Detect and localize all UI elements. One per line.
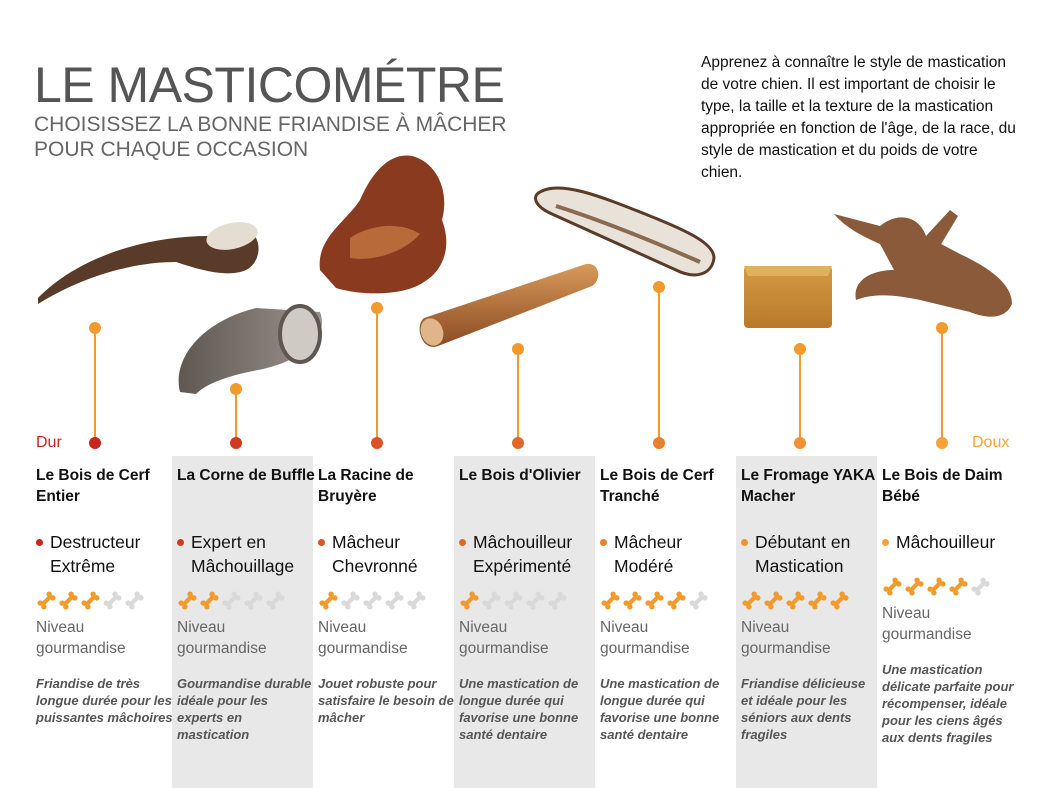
chewer-type-label: Mâcheur Modéré: [614, 532, 683, 576]
product-name: Le Bois de Daim Bébé: [882, 467, 1003, 505]
bone-empty-icon: [384, 590, 405, 611]
bone-empty-icon: [265, 590, 286, 611]
chewer-type-dot: [600, 539, 607, 546]
bone-empty-icon: [340, 590, 361, 611]
product-name: Le Bois d'Olivier: [459, 467, 581, 484]
rating-label: Niveau gourmandise: [600, 619, 690, 657]
treat-rating-bones: [318, 590, 456, 612]
chewer-type-label: Mâcheur Chevronné: [332, 532, 418, 576]
product-name: Le Fromage YAKA Macher: [741, 467, 875, 505]
bone-filled-icon: [763, 590, 784, 611]
deer-antler-baby-illustration: [834, 210, 1012, 317]
bone-filled-icon: [318, 590, 339, 611]
bone-empty-icon: [503, 590, 524, 611]
bone-empty-icon: [243, 590, 264, 611]
bone-filled-icon: [807, 590, 828, 611]
chewer-type-dot: [36, 539, 43, 546]
bone-filled-icon: [199, 590, 220, 611]
chewer-type-dot: [882, 539, 889, 546]
chewer-type-label: Mâchouilleur: [896, 532, 996, 552]
product-column-bois-de-daim-bebe: [882, 465, 1020, 746]
bone-empty-icon: [688, 590, 709, 611]
product-description: Une mastication de longue durée qui favorise une bonne santé dentaire: [459, 676, 579, 742]
antler-split-illustration: [536, 188, 714, 275]
bone-filled-icon: [882, 576, 903, 597]
rating-label: Niveau gourmandise: [882, 605, 972, 643]
bone-empty-icon: [481, 590, 502, 611]
product-description: Gourmandise durable idéale pour les experts en mastication: [177, 676, 312, 742]
chewer-type-label: Mâchouilleur Expérimenté: [473, 532, 573, 576]
rating-label: Niveau gourmandise: [318, 619, 408, 657]
treat-rating-bones: [600, 590, 738, 612]
scale-hard-label: Dur: [36, 434, 62, 451]
treat-rating-bones: [177, 590, 315, 612]
product-column-fromage-yaka: [741, 465, 879, 743]
treat-rating-bones: [882, 576, 1020, 598]
product-name: Le Bois de Cerf Tranché: [600, 467, 714, 505]
bone-empty-icon: [102, 590, 123, 611]
treat-rating-bones: [459, 590, 597, 612]
product-column-bois-de-cerf-entier: [36, 465, 174, 726]
buffalo-horn-illustration: [179, 306, 322, 394]
bone-empty-icon: [525, 590, 546, 611]
bone-empty-icon: [970, 576, 991, 597]
bone-filled-icon: [666, 590, 687, 611]
bone-filled-icon: [177, 590, 198, 611]
bone-filled-icon: [36, 590, 57, 611]
chewer-type-dot: [459, 539, 466, 546]
rating-label: Niveau gourmandise: [741, 619, 831, 657]
chewer-type: [318, 530, 456, 578]
olive-wood-illustration: [417, 264, 598, 349]
chewer-type: [36, 530, 174, 578]
bone-empty-icon: [221, 590, 242, 611]
yak-cheese-illustration: [744, 266, 832, 328]
product-description: Friandise délicieuse et idéale pour les séniors aux dents fragiles: [741, 676, 866, 742]
chewer-type: [177, 530, 315, 578]
chewer-type: [741, 530, 879, 578]
product-description: Friandise de très longue durée pour les puissantes mâchoires: [36, 676, 173, 725]
product-description: Jouet robuste pour satisfaire le besoin de mâcher: [318, 676, 454, 725]
chewer-type-label: Expert en Mâchouillage: [191, 532, 295, 576]
antler-whole-illustration: [38, 218, 260, 304]
bone-empty-icon: [406, 590, 427, 611]
bone-filled-icon: [904, 576, 925, 597]
bone-filled-icon: [741, 590, 762, 611]
rating-label: Niveau gourmandise: [36, 619, 126, 657]
product-column-bois-de-cerf-tranche: [600, 465, 738, 743]
bone-filled-icon: [622, 590, 643, 611]
chewer-type-dot: [318, 539, 325, 546]
chewer-type: [600, 530, 738, 578]
heather-root-illustration: [320, 155, 447, 293]
bone-filled-icon: [644, 590, 665, 611]
product-name: La Racine de Bruyère: [318, 467, 414, 505]
bone-empty-icon: [362, 590, 383, 611]
chewer-type-label: Débutant en Mastication: [755, 532, 851, 576]
chewer-type-dot: [177, 539, 184, 546]
chewer-type-dot: [741, 539, 748, 546]
bone-filled-icon: [459, 590, 480, 611]
chewer-type: [459, 530, 597, 578]
subtitle-line-2: POUR CHAQUE OCCASION: [34, 138, 309, 161]
product-name: La Corne de Buffle: [177, 467, 315, 484]
product-column-bois-d-olivier: [459, 465, 597, 743]
bone-filled-icon: [785, 590, 806, 611]
bone-filled-icon: [926, 576, 947, 597]
bone-filled-icon: [58, 590, 79, 611]
treat-rating-bones: [741, 590, 879, 612]
intro-text: Apprenez à connaître le style de mastication de votre chien. Il est important de choisir le type, la taille et la texture de la mastication appropriée en fonction de l'âge, de la race, du style de mastication et du poids de votre chien.: [701, 54, 1016, 181]
bone-filled-icon: [80, 590, 101, 611]
bone-empty-icon: [124, 590, 145, 611]
product-description: Une mastication délicate parfaite pour récompenser, idéale pour les ciens âgés aux dents fragiles: [882, 662, 1014, 745]
product-column-racine-de-bruyere: [318, 465, 456, 726]
treat-rating-bones: [36, 590, 174, 612]
chewer-type-label: Destructeur Extrême: [50, 532, 141, 576]
scale-soft-label: Doux: [972, 434, 1010, 451]
bone-empty-icon: [547, 590, 568, 611]
chewer-type: [882, 530, 1020, 554]
bone-filled-icon: [948, 576, 969, 597]
product-column-corne-de-buffle: [177, 465, 315, 743]
bone-filled-icon: [829, 590, 850, 611]
rating-label: Niveau gourmandise: [177, 619, 267, 657]
bone-filled-icon: [600, 590, 621, 611]
product-description: Une mastication de longue durée qui favorise une bonne santé dentaire: [600, 676, 720, 742]
product-name: Le Bois de Cerf Entier: [36, 467, 150, 505]
rating-label: Niveau gourmandise: [459, 619, 549, 657]
page-title: LE MASTICOMÉTRE: [34, 57, 505, 113]
subtitle-line-1: CHOISISSEZ LA BONNE FRIANDISE À MÂCHER: [34, 113, 507, 136]
